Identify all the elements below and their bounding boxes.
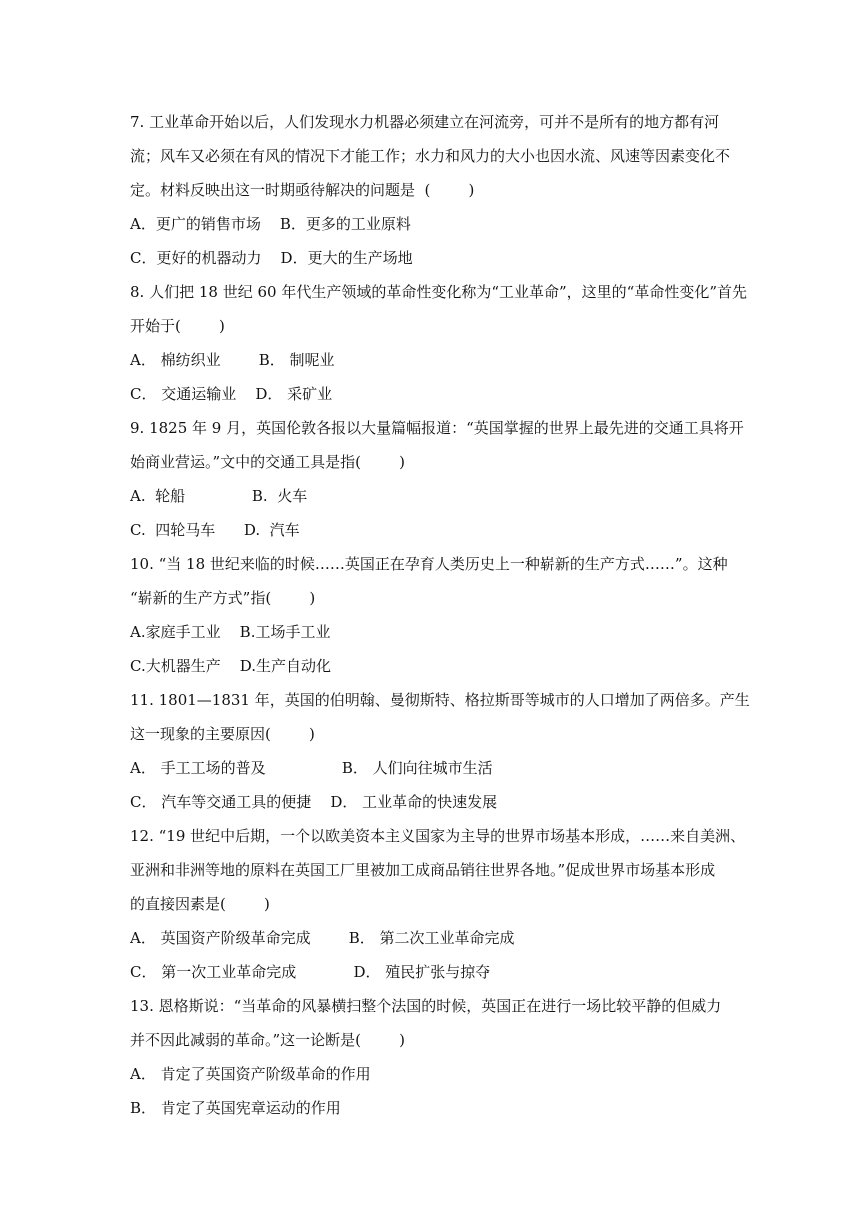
q7-stem-line-1: 7. 工业革命开始以后，人们发现水力机器必须建立在河流旁，可并不是所有的地方都有河 xyxy=(130,113,720,131)
q7-stem-line-3: 定。材料反映出这一时期亟待解决的问题是 ( ) xyxy=(130,181,475,199)
q8-options-ab: A． 棉纺织业 B． 制呢业 xyxy=(130,351,335,369)
q11-stem-line-2: 这一现象的主要原因( ) xyxy=(130,725,315,743)
q11-options-ab: A． 手工工场的普及 B． 人们向往城市生活 xyxy=(130,759,493,777)
q10-stem-line-1: 10. “当 18 世纪来临的时候……英国正在孕育人类历史上一种崭新的生产方式……”。这种 xyxy=(130,555,728,573)
q8-stem-line-1: 8. 人们把 18 世纪 60 年代生产领域的革命性变化称为“工业革命”，这里的“革命性变化”首先 xyxy=(130,283,748,301)
q12-stem-line-2: 亚洲和非洲等地的原料在英国工厂里被加工成商品销往世界各地。”促成世界市场基本形成 xyxy=(130,861,716,879)
q7-options-ab: A．更广的销售市场 B．更多的工业原料 xyxy=(130,215,411,233)
q11-stem-line-1: 11. 1801—1831 年，英国的伯明翰、曼彻斯特、格拉斯哥等城市的人口增加了两倍多。产生 xyxy=(130,691,750,709)
q13-stem-line-1: 13. 恩格斯说：“当革命的风暴横扫整个法国的时候，英国正在进行一场比较平静的但威力 xyxy=(130,997,722,1015)
q12-stem-line-1: 12. “19 世纪中后期，一个以欧美资本主义国家为主导的世界市场基本形成，……来自美洲、 xyxy=(130,827,746,845)
q8-stem-line-2: 开始于( ) xyxy=(130,317,225,335)
q12-options-cd: C． 第一次工业革命完成 D． 殖民扩张与掠夺 xyxy=(130,963,491,981)
q9-stem-line-1: 9. 1825 年 9 月，英国伦敦各报以大量篇幅报道：“英国掌握的世界上最先进的交通工具将开 xyxy=(130,419,744,437)
q13-option-b: B． 肯定了英国宪章运动的作用 xyxy=(130,1099,341,1117)
q12-options-ab: A． 英国资产阶级革命完成 B． 第二次工业革命完成 xyxy=(130,929,515,947)
q13-option-a: A． 肯定了英国资产阶级革命的作用 xyxy=(130,1065,371,1083)
q7-stem-line-2: 流；风车又必须在有风的情况下才能工作；水力和风力的大小也因水流、风速等因素变化不 xyxy=(130,147,731,165)
q9-options-cd: C. 四轮马车 D. 汽车 xyxy=(130,521,300,539)
q12-stem-line-3: 的直接因素是( ) xyxy=(130,895,270,913)
q10-options-ab: A.家庭手工业 B.工场手工业 xyxy=(130,623,331,641)
q8-options-cd: C． 交通运输业 D． 采矿业 xyxy=(130,385,333,403)
q9-options-ab: A. 轮船 B. 火车 xyxy=(130,487,308,505)
q9-stem-line-2: 始商业营运。”文中的交通工具是指( ) xyxy=(130,453,406,471)
q10-options-cd: C.大机器生产 D.生产自动化 xyxy=(130,657,332,675)
q7-options-cd: C．更好的机器动力 D．更大的生产场地 xyxy=(130,249,413,267)
q10-stem-line-2: “崭新的生产方式”指( ) xyxy=(130,589,316,607)
q11-options-cd: C． 汽车等交通工具的便捷 D． 工业革命的快速发展 xyxy=(130,793,498,811)
q13-stem-line-2: 并不因此减弱的革命。”这一论断是( ) xyxy=(130,1031,406,1049)
